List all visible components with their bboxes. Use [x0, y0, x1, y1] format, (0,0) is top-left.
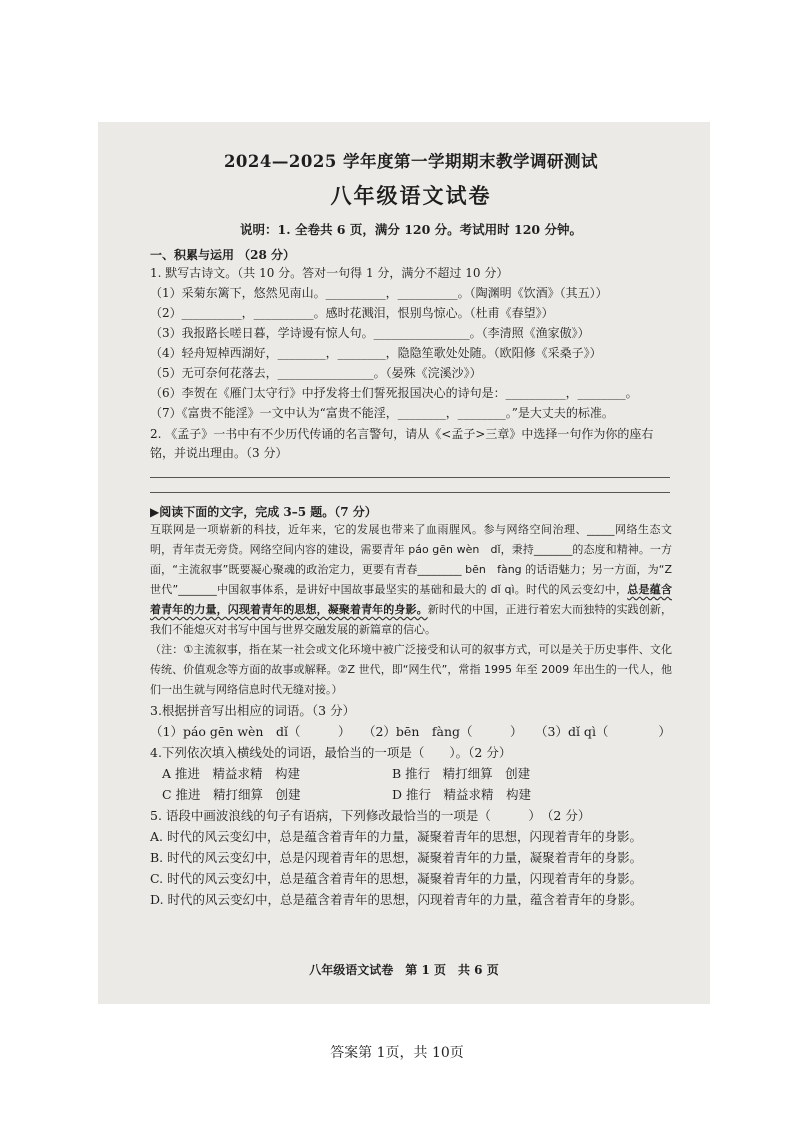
poem-line-3: （3）我报路长嗟日暮，学诗谩有惊人句。________________。（李清照《渔家傲》）	[150, 326, 590, 340]
reading-heading: ▶阅读下面的文字，完成 3–5 题。（7 分）	[150, 505, 377, 519]
question-4-title: 4.下列依次填入横线处的词语，最恰当的一项是（ ）。（2 分）	[150, 745, 512, 760]
passage-text: 互联网是一项崭新的科技，近年来，它的发展也带来了血雨腥风。参与网络空间治理、_____网络生态文明，青年责无旁贷。网络空间内容的建设，需要青年 páo gēn wèn dǐ，秉持_______的态度和精神。一方面，“主流叙事”既要凝心聚魂的政治定力，更要有青春________ bēn fàng 的话语魅力；另一方面，为“Z 世代”_______中国叙事体系，是讲好中国故事最坚实的基础和最大的 dǐ qì。时代的风云变幻中，	[150, 523, 672, 596]
question-5-option-b: B. 时代的风云变幻中，总是闪现着青年的思想，凝聚着青年的力量，凝聚着青年的身影。	[150, 850, 643, 865]
wavy-underlined-sentence: 总是蕴含着青年的力量，闪现着青年的思想，凝聚着青年的身影。	[150, 583, 672, 616]
answer-page-footer: 答案第 1页，共 10页	[330, 1045, 464, 1061]
question-3-title: 3.根据拼音写出相应的词语。（3 分）	[150, 703, 356, 718]
passage-notes: （注：①主流叙事，指在某一社会或文化环境中被广泛接受和认可的叙事方式，可以是关于历史事件、文化传统、价值观念等方面的故事或解释。②Z 世代，即“网生代”，常指 1995 年至 2009 年出生的一代人，他们一出生就与网络信息时代无缝对接。）	[150, 643, 672, 696]
passage-text-end: 新时代的中国，正进行着宏大而独特的实践创新，我们不能熄灭对书写中国与世界交融发展的新篇章的信心。	[150, 603, 672, 636]
exam-subtitle: 八年级语文试卷	[330, 183, 492, 208]
option-d: D 推行 精益求精 构建	[392, 787, 531, 802]
option-b: B 推行 精打细算 创建	[392, 766, 531, 781]
exam-instructions: 说明：1. 全卷共 6 页，满分 120 分。考试用时 120 分钟。	[240, 222, 582, 237]
poem-line-6: （6）李贺在《雁门太守行》中抒发将士们誓死报国决心的诗句是：__________，________。	[150, 386, 638, 400]
question-3-items: （1）páo gēn wèn dǐ（ ） （2）bēn fàng（ ） （3）dǐ qì（ ）	[150, 724, 671, 739]
poem-line-4: （4）轻舟短棹西湖好，________，________，隐隐笙歌处处随。（欧阳修《采桑子》）	[150, 346, 602, 360]
option-c: C 推进 精打细算 创建	[162, 787, 301, 802]
exam-paper-photo	[98, 122, 710, 1004]
option-a: A 推进 精益求精 构建	[162, 766, 301, 781]
section-heading: 一、积累与运用 （28 分）	[150, 248, 296, 262]
poem-line-1: （1）采菊东篱下，悠然见南山。__________，__________。（陶渊明《饮酒》（其五））	[150, 286, 608, 300]
question-5-option-c: C. 时代的风云变幻中，总是蕴含着青年的思想，凝聚着青年的力量，闪现着青年的身影。	[150, 871, 643, 886]
question-2: 2. 《孟子》一书中有不少历代传诵的名言警句，请从《<孟子>三章》中选择一句作为你的座右铭，并说出理由。（3 分）	[150, 427, 654, 460]
question-5-option-d: D. 时代的风云变幻中，总是蕴含着青年的思想，闪现着青年的力量，蕴含着青年的身影。	[150, 892, 643, 907]
exam-title: 2024—2025 学年度第一学期期末教学调研测试	[223, 152, 599, 171]
reading-passage	[150, 520, 672, 640]
poem-line-2: （2）__________，__________。感时花溅泪，恨别鸟惊心。（杜甫《春望》）	[150, 306, 554, 320]
question-5-title: 5. 语段中画波浪线的句子有语病，下列修改最恰当的一项是（ ） （2 分）	[150, 808, 591, 823]
question-1-title: 1. 默写古诗文。（共 10 分。答对一句得 1 分，满分不超过 10 分）	[150, 266, 509, 280]
answer-line	[150, 478, 670, 493]
paper-page-number: 八年级语文试卷 第 1 页 共 6 页	[309, 963, 499, 977]
poem-line-7: （7）《富贵不能淫》一文中认为“富贵不能淫，________，________。”是大丈夫的标准。	[150, 406, 614, 420]
answer-line	[150, 463, 670, 478]
poem-line-5: （5）无可奈何花落去，________________。（晏殊《浣溪沙》）	[150, 366, 482, 380]
question-4-options	[150, 763, 672, 805]
question-5-option-a: A. 时代的风云变幻中，总是蕴含着青年的力量，凝聚着青年的思想，闪现着青年的身影。	[150, 829, 642, 844]
